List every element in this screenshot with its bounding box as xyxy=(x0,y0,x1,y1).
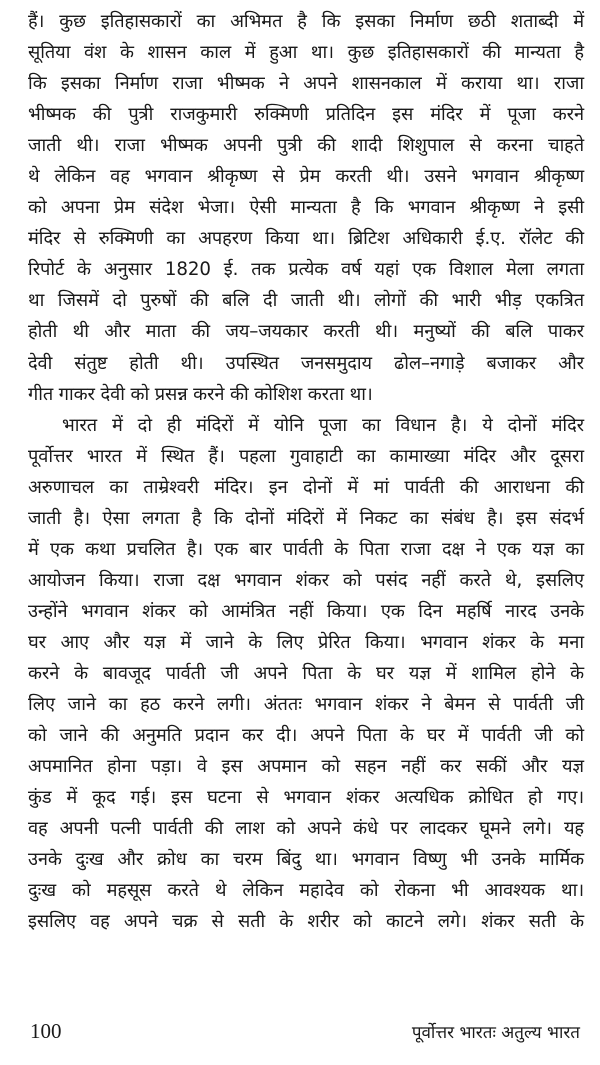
text-line: उनके दुःख और क्रोध का चरम बिंदु था। भगवान विष्णु भी उनके मार्मिक xyxy=(28,849,584,871)
text-line: भीष्मक की पुत्री राजकुमारी रुक्मिणी प्रतिदिन इस मंदिर में पूजा करने xyxy=(28,104,584,126)
text-line: इसलिए वह अपने चक्र से सती के शरीर को काटने लगे। शंकर सती के xyxy=(28,911,584,933)
text-line: जाती है। ऐसा लगता है कि दोनों मंदिरों में निकट का संबंध है। इस संदर्भ xyxy=(28,507,584,529)
text-line: दुःख को महसूस करते थे लेकिन महादेव को रोकना भी आवश्यक था। xyxy=(28,880,584,902)
page-footer xyxy=(30,1014,580,1048)
text-line: थे लेकिन वह भगवान श्रीकृष्ण से प्रेम करती थी। उसने भगवान श्रीकृष्ण xyxy=(28,166,584,188)
text-line: लिए जाने का हठ करने लगी। अंततः भगवान शंकर ने बेमन से पार्वती जी xyxy=(28,694,584,716)
text-line: सूतिया वंश के शासन काल में हुआ था। कुछ इतिहासकारों की मान्यता है xyxy=(28,42,584,64)
text-line: कि इसका निर्माण राजा भीष्मक ने अपने शासनकाल में कराया था। राजा xyxy=(28,73,584,95)
text-line: में एक कथा प्रचलित है। एक बार पार्वती के पिता राजा दक्ष ने एक यज्ञ का xyxy=(28,538,584,560)
text-line: होती थी और माता की जय–जयकार करती थी। मनुष्यों की बलि पाकर xyxy=(28,321,584,343)
page-number: 100 xyxy=(30,1018,62,1043)
text-line: जाती थी। राजा भीष्मक अपनी पुत्री की शादी शिशुपाल से करना चाहते xyxy=(28,135,584,157)
text-line: अरुणाचल का ताम्रेश्वरी मंदिर। इन दोनों में मां पार्वती की आराधना की xyxy=(28,476,584,498)
paragraph-end-line: गीत गाकर देवी को प्रसन्न करने की कोशिश करता था। xyxy=(28,383,373,405)
text-line: मंदिर से रुक्मिणी का अपहरण किया था। ब्रिटिश अधिकारी ई.ए. रॉलेट की xyxy=(28,228,584,250)
page-body xyxy=(28,6,584,1006)
text-line: था जिसमें दो पुरुषों की बलि दी जाती थी। लोगों की भारी भीड़ एकत्रित xyxy=(28,290,584,312)
text-line: आयोजन किया। राजा दक्ष भगवान शंकर को पसंद नहीं करते थे, इसलिए xyxy=(28,569,584,591)
text-line: वह अपनी पत्नी पार्वती की लाश को अपने कंधे पर लादकर घूमने लगे। यह xyxy=(28,818,584,840)
text-line: रिपोर्ट के अनुसार 1820 ई. तक प्रत्येक वर्ष यहां एक विशाल मेला लगता xyxy=(28,259,584,281)
running-title: पूर्वोत्तर भारतः अतुल्य भारत xyxy=(411,1022,580,1043)
text-line: देवी संतुष्ट होती थी। उपस्थित जनसमुदाय ढोल–नगाड़े बजाकर और xyxy=(28,352,584,374)
text-line: को जाने की अनुमति प्रदान कर दी। अपने पिता के घर में पार्वती जी को xyxy=(28,725,584,747)
text-line: को अपना प्रेम संदेश भेजा। ऐसी मान्यता है कि भगवान श्रीकृष्ण ने इसी xyxy=(28,197,584,219)
text-line: कुंड में कूद गई। इस घटना से भगवान शंकर अत्यधिक क्रोधित हो गए। xyxy=(28,787,584,809)
text-line: अपमानित होना पड़ा। वे इस अपमान को सहन नहीं कर सकीं और यज्ञ xyxy=(28,756,584,778)
text-line: हैं। कुछ इतिहासकारों का अभिमत है कि इसका निर्माण छठी शताब्दी में xyxy=(28,11,584,32)
text-line: उन्होंने भगवान शंकर को आमंत्रित नहीं किया। एक दिन महर्षि नारद उनके xyxy=(28,600,584,622)
text-line: पूर्वोत्तर भारत में स्थित हैं। पहला गुवाहाटी का कामाख्या मंदिर और दूसरा xyxy=(28,445,584,467)
text-line: करने के बावजूद पार्वती जी अपने पिता के घर यज्ञ में शामिल होने के xyxy=(28,662,584,684)
text-line: घर आए और यज्ञ में जाने के लिए प्रेरित किया। भगवान शंकर के मना xyxy=(28,631,584,653)
paragraph-start-line: भारत में दो ही मंदिरों में योनि पूजा का विधान है। ये दोनों मंदिर xyxy=(62,414,584,436)
